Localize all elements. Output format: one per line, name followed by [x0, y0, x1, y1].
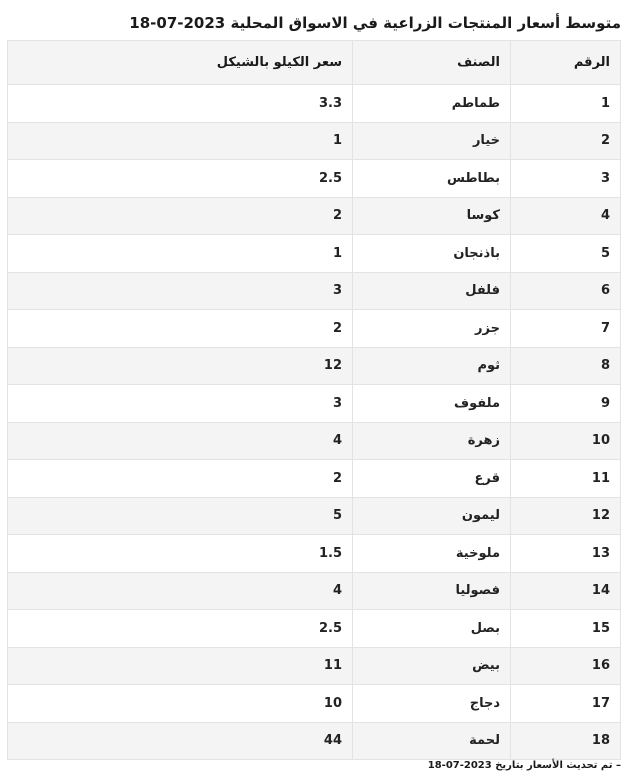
table-header-row	[8, 41, 621, 85]
table-row	[8, 385, 621, 423]
row-price: 1.5	[8, 535, 353, 573]
row-item: قرع	[353, 460, 511, 498]
row-number: 12	[511, 497, 621, 535]
row-item: فصوليا	[353, 572, 511, 610]
header-number: الرقم	[511, 41, 621, 85]
row-number: 18	[511, 722, 621, 760]
row-number: 11	[511, 460, 621, 498]
row-price: 2	[8, 310, 353, 348]
row-price: 2.5	[8, 610, 353, 648]
table-row	[8, 85, 621, 123]
row-price: 4	[8, 572, 353, 610]
row-price: 44	[8, 722, 353, 760]
row-price: 1	[8, 122, 353, 160]
table-row	[8, 722, 621, 760]
row-item: فلفل	[353, 272, 511, 310]
table-body	[8, 85, 621, 760]
header-price: سعر الكيلو بالشيكل	[8, 41, 353, 85]
table-row	[8, 685, 621, 723]
row-price: 1	[8, 235, 353, 273]
row-item: بيض	[353, 647, 511, 685]
row-number: 7	[511, 310, 621, 348]
table-row	[8, 122, 621, 160]
table-row	[8, 572, 621, 610]
table-row	[8, 347, 621, 385]
row-price: 3	[8, 385, 353, 423]
row-number: 3	[511, 160, 621, 198]
row-item: طماطم	[353, 85, 511, 123]
row-number: 1	[511, 85, 621, 123]
row-number: 17	[511, 685, 621, 723]
row-item: بطاطس	[353, 160, 511, 198]
row-item: ثوم	[353, 347, 511, 385]
table-row	[8, 497, 621, 535]
update-footnote: – تم تحديث الأسعار بتاريخ 2023-07-18	[427, 760, 621, 771]
row-number: 15	[511, 610, 621, 648]
row-number: 10	[511, 422, 621, 460]
row-item: دجاج	[353, 685, 511, 723]
row-item: ليمون	[353, 497, 511, 535]
table-row	[8, 197, 621, 235]
row-price: 10	[8, 685, 353, 723]
row-item: باذنجان	[353, 235, 511, 273]
row-price: 12	[8, 347, 353, 385]
row-item: كوسا	[353, 197, 511, 235]
row-item: بصل	[353, 610, 511, 648]
row-price: 2.5	[8, 160, 353, 198]
table-row	[8, 235, 621, 273]
row-item: زهرة	[353, 422, 511, 460]
row-number: 6	[511, 272, 621, 310]
row-number: 5	[511, 235, 621, 273]
row-price: 11	[8, 647, 353, 685]
price-table	[7, 40, 621, 760]
row-number: 9	[511, 385, 621, 423]
row-price: 3	[8, 272, 353, 310]
table-row	[8, 272, 621, 310]
row-price: 2	[8, 460, 353, 498]
row-item: ملفوف	[353, 385, 511, 423]
row-price: 5	[8, 497, 353, 535]
header-item: الصنف	[353, 41, 511, 85]
table-row	[8, 310, 621, 348]
row-item: لحمة	[353, 722, 511, 760]
row-item: جزر	[353, 310, 511, 348]
row-number: 4	[511, 197, 621, 235]
row-number: 8	[511, 347, 621, 385]
table-row	[8, 422, 621, 460]
row-price: 4	[8, 422, 353, 460]
row-item: خيار	[353, 122, 511, 160]
table-row	[8, 160, 621, 198]
row-price: 3.3	[8, 85, 353, 123]
row-number: 2	[511, 122, 621, 160]
page-title: متوسط أسعار المنتجات الزراعية في الاسواق المحلية 2023-07-18	[129, 14, 621, 32]
table-row	[8, 535, 621, 573]
row-number: 14	[511, 572, 621, 610]
table-row	[8, 647, 621, 685]
row-number: 13	[511, 535, 621, 573]
table-row	[8, 610, 621, 648]
row-price: 2	[8, 197, 353, 235]
table-row	[8, 460, 621, 498]
row-item: ملوخية	[353, 535, 511, 573]
row-number: 16	[511, 647, 621, 685]
